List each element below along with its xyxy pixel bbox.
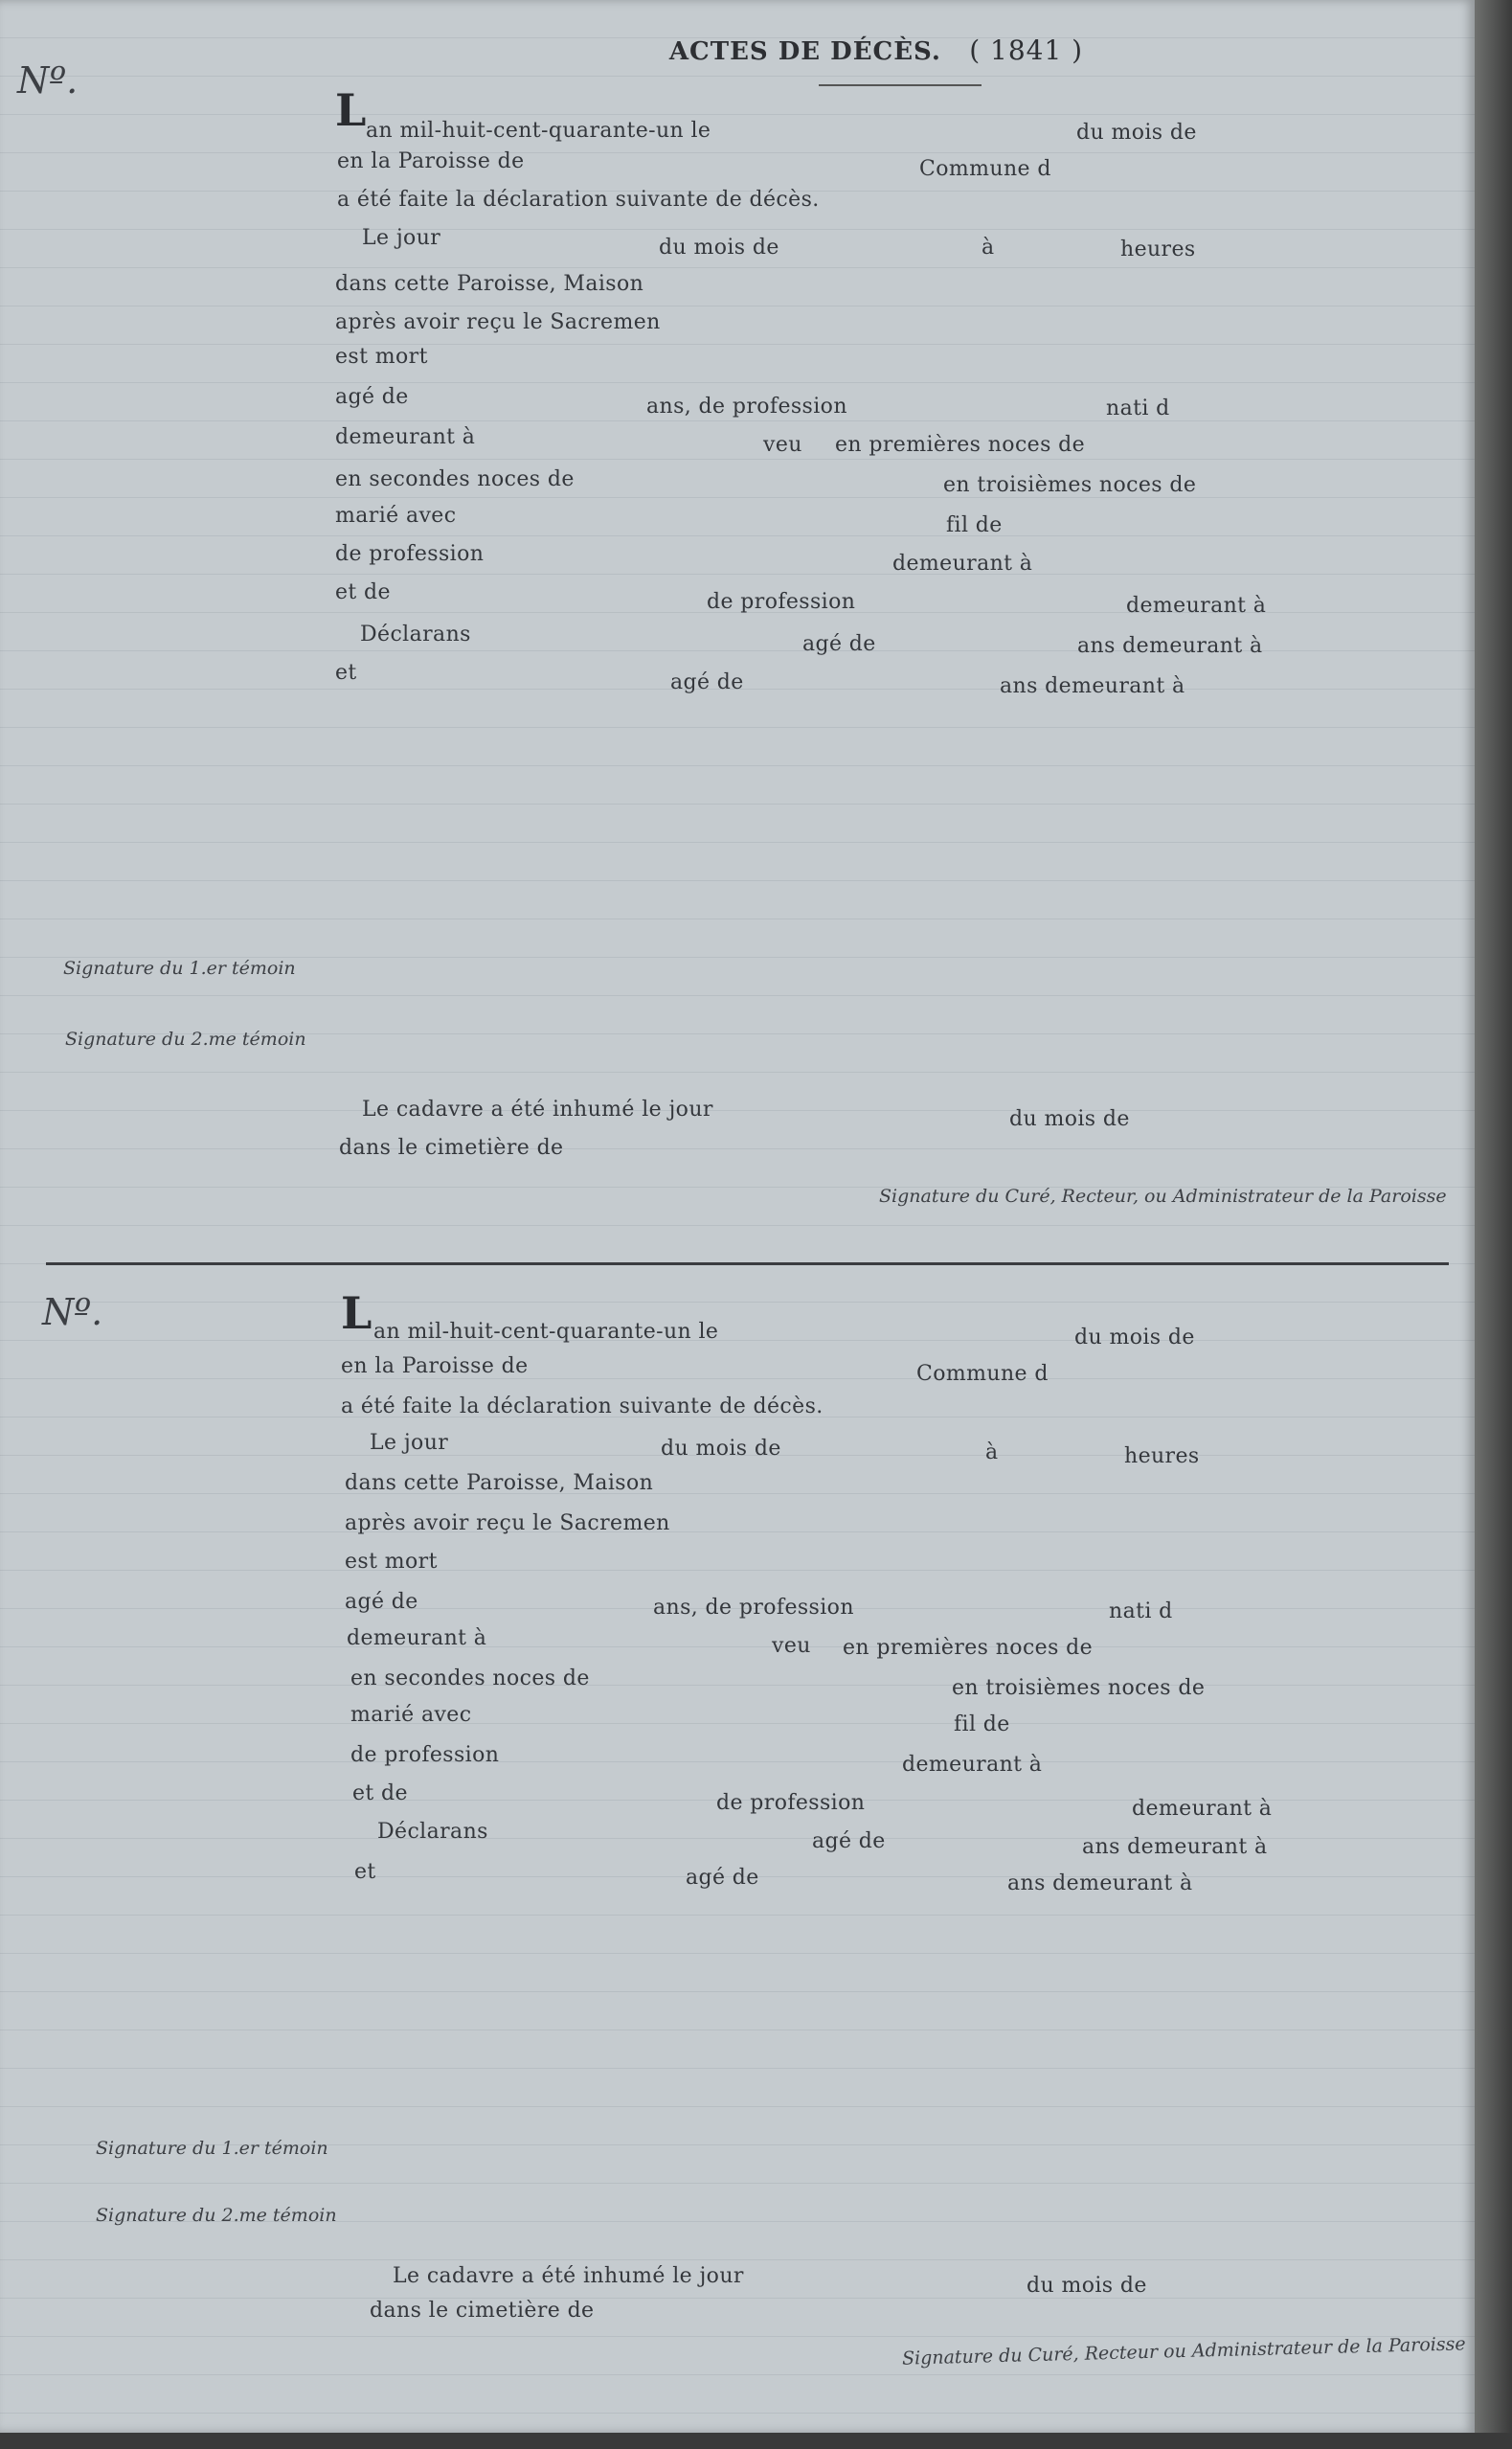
line-at: à [985,1440,999,1464]
header-title: ACTES DE DÉCÈS. [668,37,941,66]
witness2-signature-label: Signature du 2.me témoin [96,2205,337,2226]
line-burial-month: du mois de [1009,1107,1130,1131]
line-residing: demeurant à [335,425,476,449]
line-and-of: et de [352,1781,408,1805]
line-declarant2-age: agé de [686,1866,759,1890]
line-and: et [335,661,357,685]
act-number-label: Nº. [42,1291,103,1333]
line-burial: Le cadavre a été inhumé le jour [393,2264,744,2288]
line-parent2-residing: demeurant à [1126,594,1267,618]
line-age: agé de [335,385,409,409]
page-edge [1475,0,1512,2449]
line-year: an mil-huit-cent-quarante-un le [366,119,711,143]
header-year: ( 1841 ) [969,34,1084,66]
line-and-of: et de [335,580,391,604]
line-year: an mil-huit-cent-quarante-un le [373,1320,719,1344]
line-profession: ans, de profession [653,1596,854,1620]
line-month: du mois de [1074,1326,1195,1349]
line-died: est mort [335,345,428,369]
witness1-signature-label: Signature du 1.er témoin [63,958,296,979]
drop-cap: L [335,84,367,136]
line-declarants: Déclarans [360,623,471,646]
line-at: à [982,236,995,260]
line-commune: Commune d [916,1362,1049,1386]
line-first-marriage: en premières noces de [843,1636,1094,1660]
line-parent-residing: demeurant à [892,552,1033,576]
line-parent-profession: de profession [335,542,485,566]
line-second-marriage: en secondes noces de [335,467,575,491]
line-declarant2-residing: ans demeurant à [1000,674,1185,698]
line-born: nati d [1106,397,1170,420]
line-third-marriage: en troisièmes noces de [952,1676,1206,1700]
drop-cap: L [341,1287,372,1339]
line-child-of: fil de [946,513,1003,537]
line-declarant1-age: agé de [802,632,876,656]
line-and: et [354,1860,376,1884]
cure-signature-label: Signature du Curé, Recteur, ou Administrateur de la Paroisse [879,1186,1447,1207]
witness1-signature-label: Signature du 1.er témoin [96,2138,328,2159]
line-declarant1-residing: ans demeurant à [1082,1835,1268,1859]
page-header [0,34,1475,66]
line-second-marriage: en secondes noces de [350,1667,590,1690]
line-house: dans cette Paroisse, Maison [335,272,644,296]
line-profession: ans, de profession [646,395,847,419]
line-parent2-profession: de profession [716,1791,866,1815]
line-hours: heures [1124,1444,1200,1468]
line-first-marriage: en premières noces de [835,433,1086,457]
line-burial: Le cadavre a été inhumé le jour [362,1098,713,1122]
line-declarant2-residing: ans demeurant à [1007,1871,1193,1895]
line-child-of: fil de [954,1712,1010,1736]
line-age: agé de [345,1590,418,1614]
line-declarant1-residing: ans demeurant à [1077,634,1263,658]
line-parent2-residing: demeurant à [1132,1797,1273,1821]
line-parish: en la Paroisse de [337,149,525,173]
witness2-signature-label: Signature du 2.me témoin [65,1029,306,1050]
line-married-with: marié avec [335,504,457,528]
line-parish: en la Paroisse de [341,1354,529,1378]
line-cemetery: dans le cimetière de [370,2299,595,2323]
line-declaration: a été faite la déclaration suivante de décès. [341,1395,824,1418]
line-third-marriage: en troisièmes noces de [943,473,1197,497]
line-residing: demeurant à [347,1626,487,1650]
line-parent-residing: demeurant à [902,1753,1043,1777]
line-died: est mort [345,1550,438,1574]
line-house: dans cette Paroisse, Maison [345,1471,654,1495]
line-cemetery: dans le cimetière de [339,1136,564,1160]
line-month-2: du mois de [661,1437,781,1461]
header-underline [819,84,982,86]
line-month-2: du mois de [659,236,779,260]
line-widow: veu [763,433,802,457]
line-declarant1-age: agé de [812,1829,886,1853]
act-separator [46,1262,1449,1265]
act-number-label: Nº. [17,59,79,102]
line-declarant2-age: agé de [670,670,744,694]
page-bottom-edge [0,2433,1512,2449]
line-commune: Commune d [919,157,1051,181]
line-day: Le jour [362,226,441,250]
line-sacrament: après avoir reçu le Sacremen [345,1511,670,1535]
line-born: nati d [1109,1599,1173,1623]
line-day: Le jour [370,1431,449,1455]
line-hours: heures [1120,238,1196,261]
line-sacrament: après avoir reçu le Sacremen [335,310,661,334]
line-parent-profession: de profession [350,1743,500,1767]
cure-signature-label: Signature du Curé, Recteur ou Administrateur de la Paroisse [901,2333,1466,2370]
line-parent2-profession: de profession [707,590,856,614]
line-burial-month: du mois de [1027,2274,1147,2298]
line-declarants: Déclarans [377,1820,488,1844]
line-married-with: marié avec [350,1703,472,1727]
line-month: du mois de [1076,121,1197,145]
line-declaration: a été faite la déclaration suivante de décès. [337,188,820,212]
line-widow: veu [772,1634,811,1658]
